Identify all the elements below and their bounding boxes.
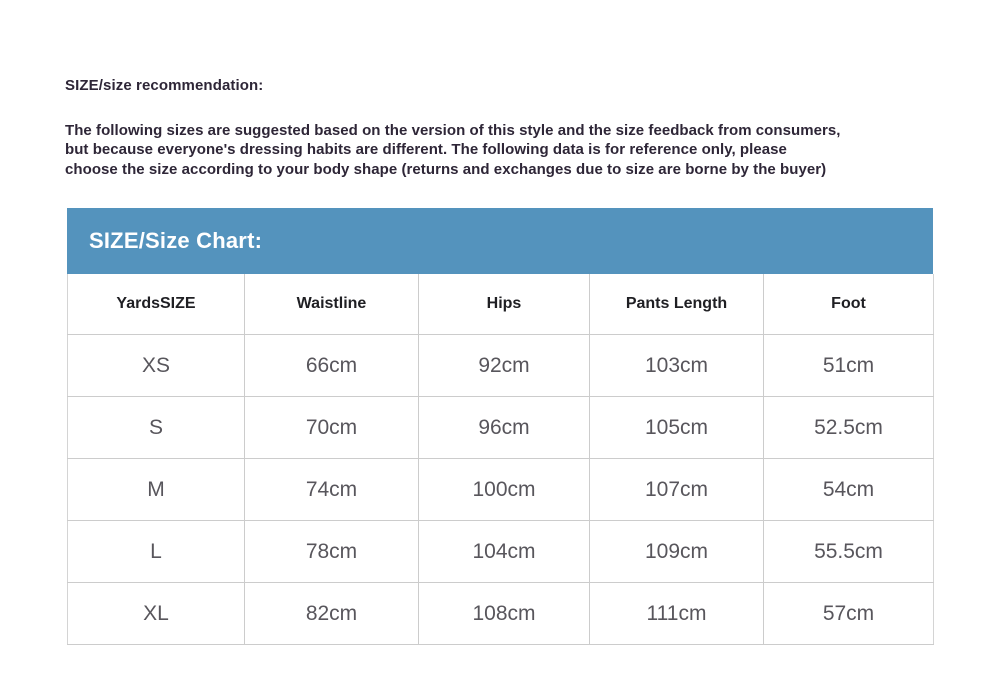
size-chart-title: SIZE/Size Chart: <box>89 228 263 253</box>
size-table-cell: 52.5cm <box>764 397 934 459</box>
size-table-cell: 108cm <box>419 583 590 645</box>
paragraph-line: but because everyone's dressing habits are different. The following data is for reference only, please <box>65 141 787 159</box>
size-table-column-header: Waistline <box>245 274 419 335</box>
size-table-row <box>68 583 934 645</box>
size-table-cell: 74cm <box>245 459 419 521</box>
size-table-cell: 109cm <box>590 521 764 583</box>
size-table-column-header: YardsSIZE <box>68 274 245 335</box>
size-table-cell: 92cm <box>419 335 590 397</box>
size-table-cell: 51cm <box>764 335 934 397</box>
size-table-cell: S <box>68 397 245 459</box>
size-table-cell: 66cm <box>245 335 419 397</box>
size-table-row <box>68 397 934 459</box>
size-table-row <box>68 521 934 583</box>
size-table-cell: XS <box>68 335 245 397</box>
size-table-row <box>68 459 934 521</box>
size-table-cell: 111cm <box>590 583 764 645</box>
size-table <box>67 274 934 645</box>
size-recommendation-paragraph <box>65 121 945 179</box>
size-table-cell: L <box>68 521 245 583</box>
size-recommendation-title: SIZE/size recommendation: <box>65 77 264 94</box>
paragraph-line: choose the size according to your body shape (returns and exchanges due to size are borne by the buyer) <box>65 160 827 178</box>
size-table-cell: 55.5cm <box>764 521 934 583</box>
size-chart-title-bar <box>67 208 933 274</box>
size-chart-section <box>67 208 933 645</box>
size-table-column-header: Foot <box>764 274 934 335</box>
size-table-header-row <box>68 274 934 335</box>
size-table-cell: M <box>68 459 245 521</box>
size-table-row <box>68 335 934 397</box>
size-table-column-header: Hips <box>419 274 590 335</box>
size-table-cell: 96cm <box>419 397 590 459</box>
size-table-cell: XL <box>68 583 245 645</box>
size-table-cell: 105cm <box>590 397 764 459</box>
size-table-column-header: Pants Length <box>590 274 764 335</box>
size-table-cell: 57cm <box>764 583 934 645</box>
paragraph-line: The following sizes are suggested based on the version of this style and the size feedback from consumers, <box>65 122 841 139</box>
size-table-cell: 82cm <box>245 583 419 645</box>
size-table-cell: 103cm <box>590 335 764 397</box>
size-table-cell: 104cm <box>419 521 590 583</box>
size-table-cell: 100cm <box>419 459 590 521</box>
size-table-cell: 54cm <box>764 459 934 521</box>
size-table-cell: 107cm <box>590 459 764 521</box>
size-table-cell: 78cm <box>245 521 419 583</box>
size-table-cell: 70cm <box>245 397 419 459</box>
